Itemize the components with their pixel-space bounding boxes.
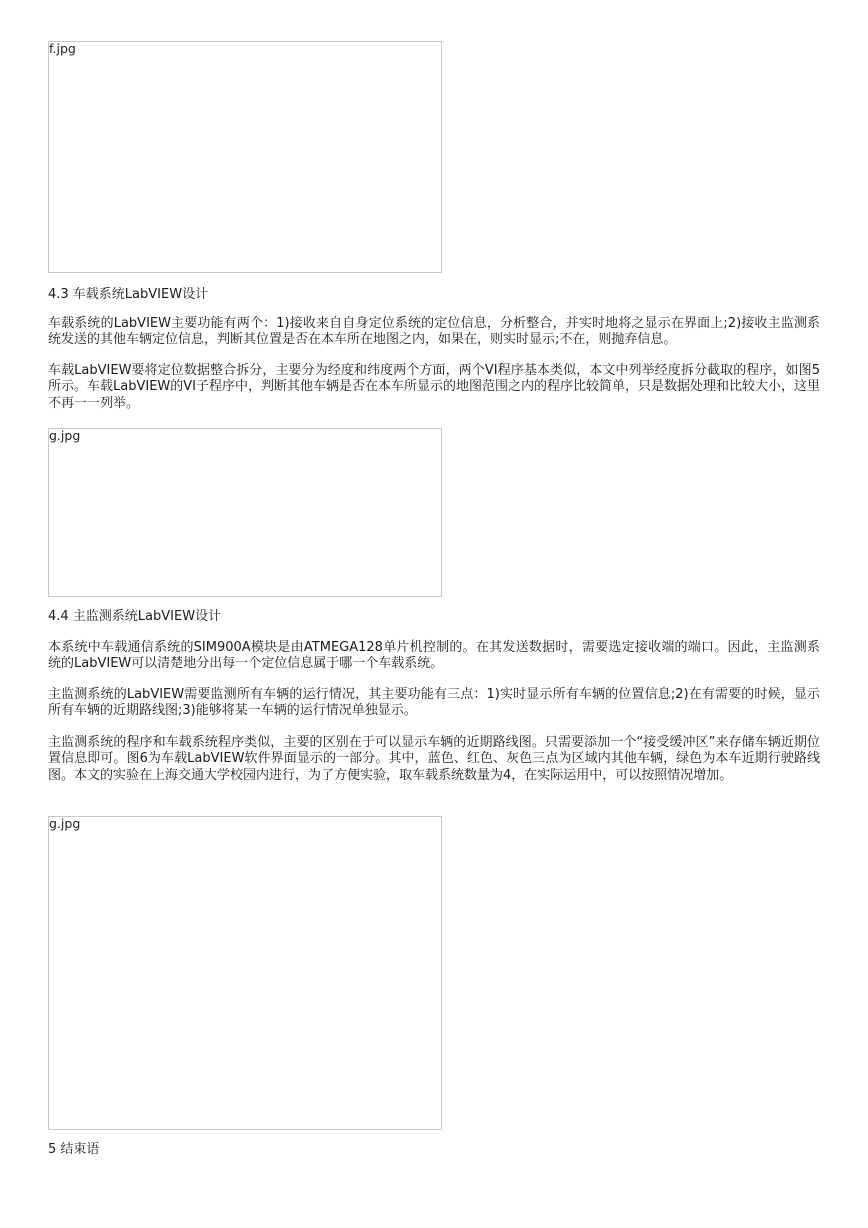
paragraph: 车载系统的LabVIEW主要功能有两个：1)接收来自自身定位系统的定位信息，分析整合，并实时地将之显示在界面上;2)接收主监测系统发送的其他车辆定位信息，判断其位置是否在本车所在地图之内，如果在，则实时显示;不在，则抛弃信息。 bbox=[48, 316, 820, 348]
figure-filename: g.jpg bbox=[49, 816, 81, 831]
section-heading-5: 5 结束语 bbox=[48, 1142, 100, 1157]
paragraph: 本系统中车载通信系统的SIM900A模块是由ATMEGA128单片机控制的。在其发送数据时，需要选定接收端的端口。因此，主监测系统的LabVIEW可以清楚地分出每一个定位信息属于哪一个车载系统。 bbox=[48, 640, 820, 672]
paragraph: 主监测系统的LabVIEW需要监测所有车辆的运行情况，其主要功能有三点：1)实时显示所有车辆的位置信息;2)在有需要的时候，显示所有车辆的近期路线图;3)能够将某一车辆的运行情况单独显示。 bbox=[48, 687, 820, 719]
figure-image-placeholder bbox=[48, 428, 442, 597]
figure-filename: g.jpg bbox=[49, 428, 81, 443]
section-heading-4-3: 4.3 车载系统LabVIEW设计 bbox=[48, 287, 209, 302]
figure-filename: f.jpg bbox=[49, 41, 76, 56]
figure-image-placeholder bbox=[48, 41, 442, 273]
section-heading-4-4: 4.4 主监测系统LabVIEW设计 bbox=[48, 609, 222, 624]
figure-image-placeholder bbox=[48, 816, 442, 1130]
paragraph: 车载LabVIEW要将定位数据整合拆分，主要分为经度和纬度两个方面，两个VI程序基本类似，本文中列举经度拆分截取的程序，如图5所示。车载LabVIEW的VI子程序中，判断其他车辆是否在本车所显示的地图范围之内的程序比较简单，只是数据处理和比较大小，这里不再一一列举。 bbox=[48, 363, 820, 411]
paragraph: 主监测系统的程序和车载系统程序类似，主要的区别在于可以显示车辆的近期路线图。只需要添加一个“接受缓冲区”来存储车辆近期位置信息即可。图6为车载LabVIEW软件界面显示的一部分。其中，蓝色、红色、灰色三点为区域内其他车辆，绿色为本车近期行驶路线图。本文的实验在上海交通大学校园内进行，为了方便实验，取车载系统数量为4，在实际运用中，可以按照情况增加。 bbox=[48, 735, 820, 783]
